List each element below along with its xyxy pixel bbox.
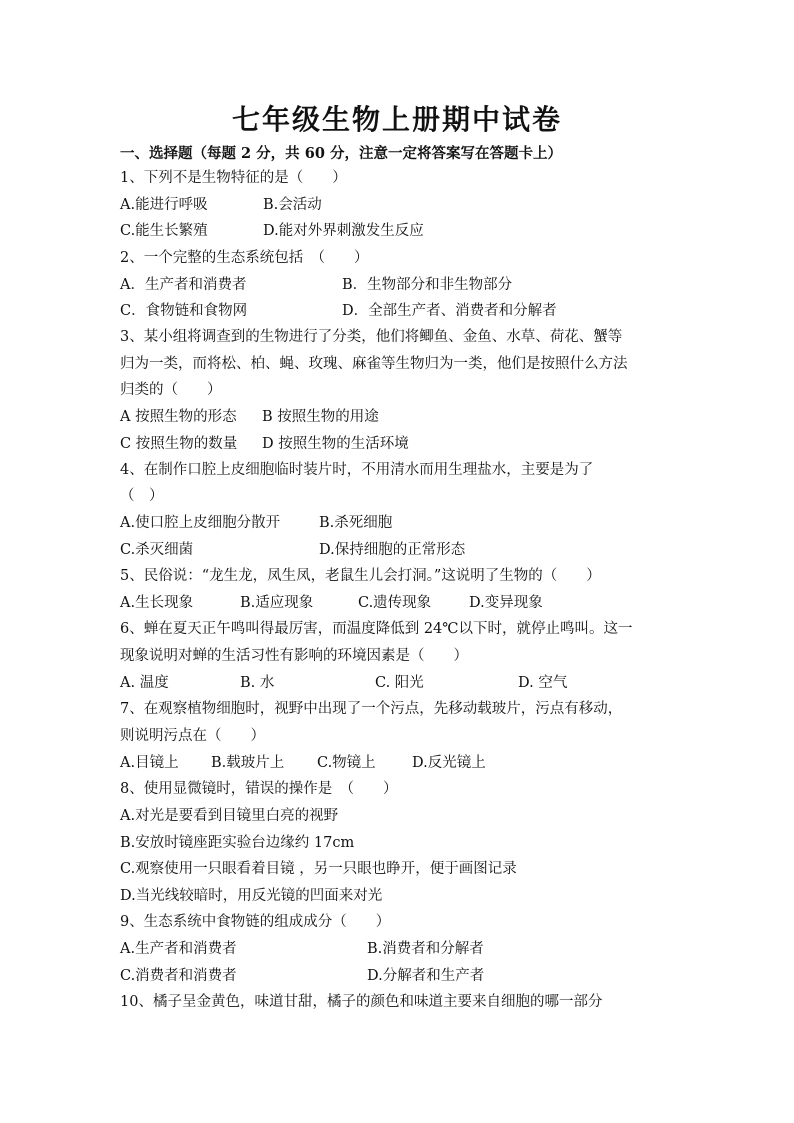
option-b: B.载玻片上 [211, 755, 285, 771]
option-b: B.适应现象 [240, 595, 314, 611]
question-8-stem: 8、使用显微镜时，错误的操作是 （ ） [120, 781, 398, 797]
question-3-stem-line-3: 归类的（ ） [120, 382, 222, 398]
option-a: A.生长现象 [120, 595, 194, 611]
question-3-stem-line-2: 归为一类，而将松、柏、蝇、玫瑰、麻雀等生物归为一类，他们是按照什么方法 [120, 356, 628, 372]
option-c: C.消费者和消费者 [120, 968, 237, 984]
option-a: A.能进行呼吸 [120, 197, 208, 213]
option-d: D. 空气 [518, 675, 568, 691]
option-b: B.安放时镜座距实验台边缘约 17cm [120, 835, 355, 851]
option-c: C 按照生物的数量 [120, 436, 238, 452]
option-c: C.杀灭细菌 [120, 542, 194, 558]
question-6-stem-line-2: 现象说明对蝉的生活习性有影响的环境因素是（ ） [120, 648, 468, 664]
option-a: A．生产者和消费者 [120, 277, 247, 293]
option-d: D.保持细胞的正常形态 [319, 542, 466, 558]
option-c: C.能生长繁殖 [120, 223, 208, 239]
section-heading: 一、选择题（每题 2 分，共 60 分，注意一定将答案写在答题卡上） [120, 145, 562, 162]
option-b: B 按照生物的用途 [262, 409, 379, 425]
option-d: D 按照生物的生活环境 [262, 436, 409, 452]
option-a: A.对光是要看到目镜里白亮的视野 [120, 808, 339, 824]
question-3-stem-line-1: 3、某小组将调查到的生物进行了分类，他们将鲫鱼、金鱼、水草、荷花、蟹等 [120, 329, 623, 345]
option-d: D.能对外界刺激发生反应 [263, 223, 424, 239]
question-2-stem: 2、一个完整的生态系统包括 （ ） [120, 250, 369, 266]
option-d: D.分解者和生产者 [367, 968, 485, 984]
option-d: D.反光镜上 [412, 755, 486, 771]
option-d: D.当光线较暗时，用反光镜的凹面来对光 [120, 888, 383, 904]
question-10-stem: 10、橘子呈金黄色，味道甘甜，橘子的颜色和味道主要来自细胞的哪一部分 [120, 994, 603, 1010]
option-a: A.目镜上 [120, 755, 179, 771]
exam-title: 七年级生物上册期中试卷 [231, 103, 562, 136]
option-a: A.使口腔上皮细胞分散开 [120, 515, 281, 531]
option-b: B．生物部分和非生物部分 [342, 277, 513, 293]
option-b: B.杀死细胞 [319, 515, 393, 531]
option-b: B.会活动 [263, 197, 322, 213]
question-7-stem-line-1: 7、在观察植物细胞时，视野中出现了一个污点，先移动载玻片，污点有移动， [120, 701, 623, 717]
option-c: C.遗传现象 [358, 595, 432, 611]
option-c: C.物镜上 [317, 755, 376, 771]
option-a: A 按照生物的形态 [120, 409, 237, 425]
question-4-stem-line-2: （ ） [120, 488, 164, 504]
question-7-stem-line-2: 则说明污点在（ ） [120, 728, 265, 744]
option-c: C．食物链和食物网 [120, 303, 248, 319]
option-b: B. 水 [240, 675, 275, 691]
question-1-stem: 1、下列不是生物特征的是（ ） [120, 170, 347, 186]
option-c: C.观察使用一只眼看着目镜 ，另一只眼也睁开，便于画图记录 [120, 861, 517, 877]
question-5-stem: 5、民俗说：“龙生龙，凤生凤，老鼠生儿会打洞。”这说明了生物的（ ） [120, 568, 601, 584]
question-4-stem-line-1: 4、在制作口腔上皮细胞临时装片时，不用清水而用生理盐水，主要是为了 [120, 462, 594, 478]
option-a: A. 温度 [120, 675, 169, 691]
option-d: D.变异现象 [469, 595, 543, 611]
question-6-stem-line-1: 6、蝉在夏天正午鸣叫得最厉害，而温度降低到 24℃以下时，就停止鸣叫。这一 [120, 621, 633, 637]
option-a: A.生产者和消费者 [120, 941, 237, 957]
option-c: C. 阳光 [375, 675, 424, 691]
question-9-stem: 9、生态系统中食物链的组成成分（ ） [120, 914, 391, 930]
option-b: B.消费者和分解者 [367, 941, 484, 957]
option-d: D．全部生产者、消费者和分解者 [342, 303, 557, 319]
